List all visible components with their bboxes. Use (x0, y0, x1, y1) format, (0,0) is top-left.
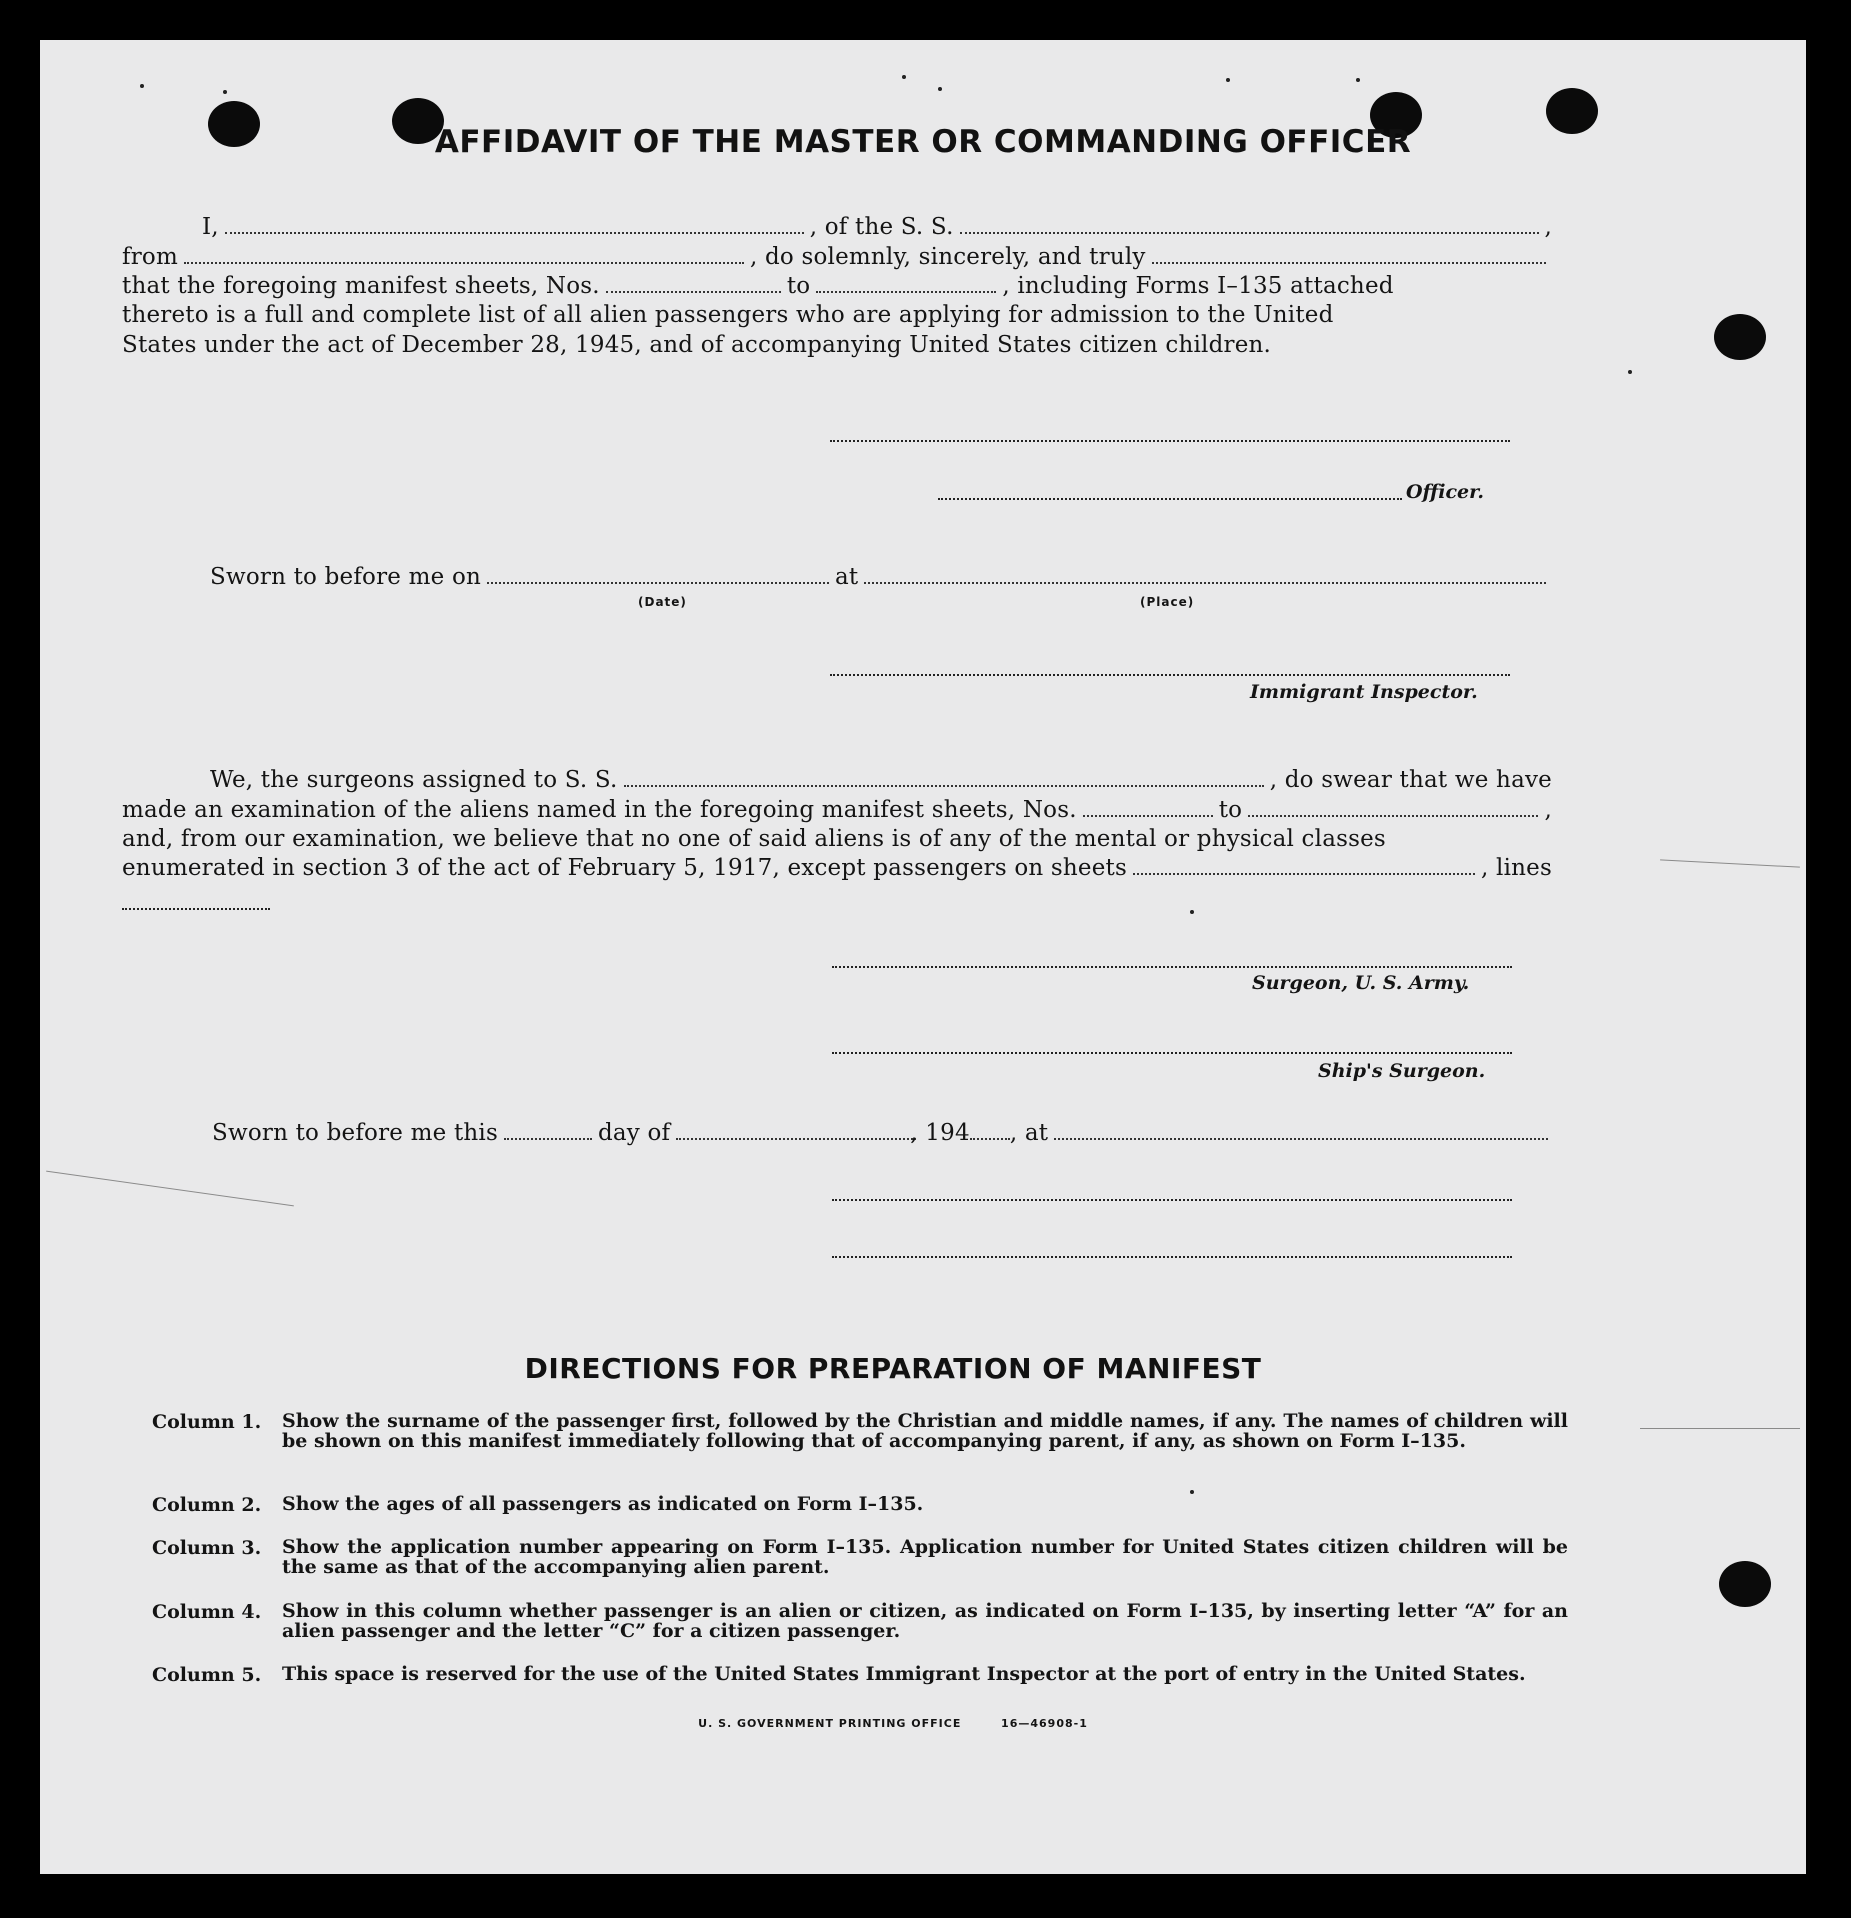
inspector-signature-line[interactable] (830, 674, 1510, 676)
master-signature-line[interactable] (830, 440, 1510, 442)
paper-tear (1660, 859, 1800, 867)
surgeons-line-3 (122, 826, 1552, 856)
ship-surgeon-signature-line[interactable] (832, 1052, 1512, 1054)
direction-column-1 (152, 1411, 1568, 1463)
sworn-day-of-label: day of (597, 1120, 671, 1146)
direction-label: Column 3. (152, 1537, 262, 1559)
inspector-label: Immigrant Inspector. (1250, 681, 1478, 703)
army-surgeon-signature-line[interactable] (832, 966, 1512, 968)
direction-label: Column 4. (152, 1601, 262, 1623)
surgeons-sheets-label: made an examination of the aliens named in the foregoing manifest sheets, Nos. (122, 797, 1077, 823)
form-page (40, 40, 1806, 1874)
direction-label: Column 5. (152, 1664, 262, 1686)
sworn-year-label: , 194 (910, 1120, 970, 1146)
direction-text: This space is reserved for the use of the United States Immigrant Inspector at the port of entry in the United States. (282, 1663, 1526, 1685)
affidavit-line-3 (122, 273, 1552, 303)
sworn-signature-line-1[interactable] (832, 1199, 1512, 1201)
direction-label: Column 1. (152, 1411, 262, 1433)
oath-field[interactable] (1152, 262, 1546, 264)
date-caption: (Date) (638, 595, 687, 609)
direction-text: Show the application number appearing on Form I–135. Application number for United States citizen children will be the same as that of the accompanying alien parent. (282, 1536, 1568, 1578)
affidavit-to-label: to (786, 273, 811, 299)
direction-text: Show the ages of all passengers as indicated on Form I–135. (282, 1493, 924, 1515)
affidavit-line-1 (202, 214, 1552, 244)
paper-tear (46, 1171, 294, 1207)
army-surgeon-label: Surgeon, U. S. Army. (1252, 972, 1470, 994)
surgeons-sheet-from-field[interactable] (1083, 815, 1213, 817)
affidavit-solemnly-label: , do solemnly, sincerely, and truly (749, 244, 1146, 270)
except-sheets-field[interactable] (1133, 873, 1475, 875)
except-lines-field[interactable] (122, 908, 270, 910)
sworn-date-field[interactable] (487, 582, 829, 584)
form-number: 16—46908-1 (1001, 1717, 1088, 1730)
paper-tear (1640, 1428, 1800, 1429)
surgeons-text-3: and, from our examination, we believe that no one of said aliens is of any of the mental or physical classes (122, 826, 1386, 852)
affidavit-text-4: thereto is a full and complete list of all alien passengers who are applying for admission to the United (122, 302, 1334, 328)
sworn-before-label: Sworn to before me on (210, 564, 482, 590)
ship-surgeon-label: Ship's Surgeon. (1318, 1060, 1486, 1082)
sworn-date-line (210, 564, 1552, 594)
speck (1356, 78, 1360, 82)
direction-label: Column 2. (152, 1494, 262, 1516)
direction-column-2 (152, 1494, 1568, 1518)
ship-name-field[interactable] (960, 232, 1539, 234)
surgeons-lines-label: , lines (1481, 855, 1552, 881)
sworn-at-label: at (835, 564, 859, 590)
sheet-from-field[interactable] (606, 291, 781, 293)
direction-column-5 (152, 1664, 1568, 1706)
port-of-departure-field[interactable] (184, 262, 744, 264)
sworn-month-field[interactable] (676, 1138, 916, 1140)
sworn-at-label-2: , at (1009, 1120, 1049, 1146)
speck (223, 90, 227, 94)
surgeons-line-2 (122, 797, 1552, 827)
speck (938, 87, 942, 91)
surgeons-line-1 (210, 767, 1552, 797)
speck (140, 84, 144, 88)
speck (1226, 78, 1230, 82)
surgeons-swear-label: , do swear that we have (1269, 767, 1552, 793)
printing-office-footer (10, 1717, 1776, 1730)
sworn-this-label: Sworn to before me this (212, 1120, 498, 1146)
affidavit-text-5: States under the act of December 28, 1945, and of accompanying United States citizen children. (122, 332, 1272, 358)
affidavit-of-ss-label: , of the S. S. (809, 214, 954, 240)
speck (1628, 370, 1632, 374)
surgeons-assigned-label: We, the surgeons assigned to S. S. (210, 767, 618, 793)
affidavit-line-2 (122, 244, 1552, 274)
direction-text: Show in this column whether passenger is an alien or citizen, as indicated on Form I–135, by inserting letter “A” for an alien passenger and the letter “C” for a citizen passenger. (282, 1600, 1568, 1642)
sworn-place-field[interactable] (864, 582, 1546, 584)
officer-label: Officer. (1406, 481, 1485, 503)
direction-column-4 (152, 1601, 1568, 1643)
direction-column-3 (152, 1537, 1568, 1579)
punch-hole (1714, 314, 1766, 360)
affidavit-i-label: I, (202, 214, 219, 240)
surgeons-comma: , (1544, 797, 1552, 823)
punch-hole (1719, 1561, 1771, 1607)
surgeons-to-label: to (1218, 797, 1243, 823)
affidavit-sheets-label: that the foregoing manifest sheets, Nos. (122, 273, 600, 299)
speck (902, 75, 906, 79)
place-caption: (Place) (1140, 595, 1195, 609)
officer-signature-line[interactable] (938, 498, 1402, 500)
direction-text: Show the surname of the passenger first, followed by the Christian and middle names, if any. The names of children will be shown on this manifest immediately following that of accompanying parent, if any, as shown on Form I–135. (282, 1410, 1568, 1452)
sworn-day-line (212, 1120, 1554, 1150)
master-name-field[interactable] (225, 232, 804, 234)
surgeons-ship-field[interactable] (624, 785, 1264, 787)
directions-title: DIRECTIONS FOR PREPARATION OF MANIFEST (524, 1352, 1262, 1385)
sworn-day-field[interactable] (504, 1138, 592, 1140)
surgeons-except-label: enumerated in section 3 of the act of February 5, 1917, except passengers on sheets (122, 855, 1127, 881)
sheet-to-field[interactable] (816, 291, 996, 293)
speck (1190, 910, 1194, 914)
sworn-place-field-2[interactable] (1054, 1138, 1548, 1140)
affidavit-title: AFFIDAVIT OF THE MASTER OR COMMANDING OFFICER (434, 124, 1412, 160)
affidavit-line-5 (122, 332, 1552, 362)
surgeons-line-4 (122, 855, 1552, 885)
affidavit-comma: , (1544, 214, 1553, 240)
surgeons-sheet-to-field[interactable] (1248, 815, 1538, 817)
affidavit-from-label: from (122, 244, 178, 270)
affidavit-forms-label: , including Forms I–135 attached (1002, 273, 1394, 299)
sworn-signature-line-2[interactable] (832, 1256, 1512, 1258)
affidavit-line-4 (122, 302, 1552, 332)
sworn-year-field[interactable] (970, 1138, 1010, 1140)
printer-name: U. S. GOVERNMENT PRINTING OFFICE (698, 1717, 962, 1730)
